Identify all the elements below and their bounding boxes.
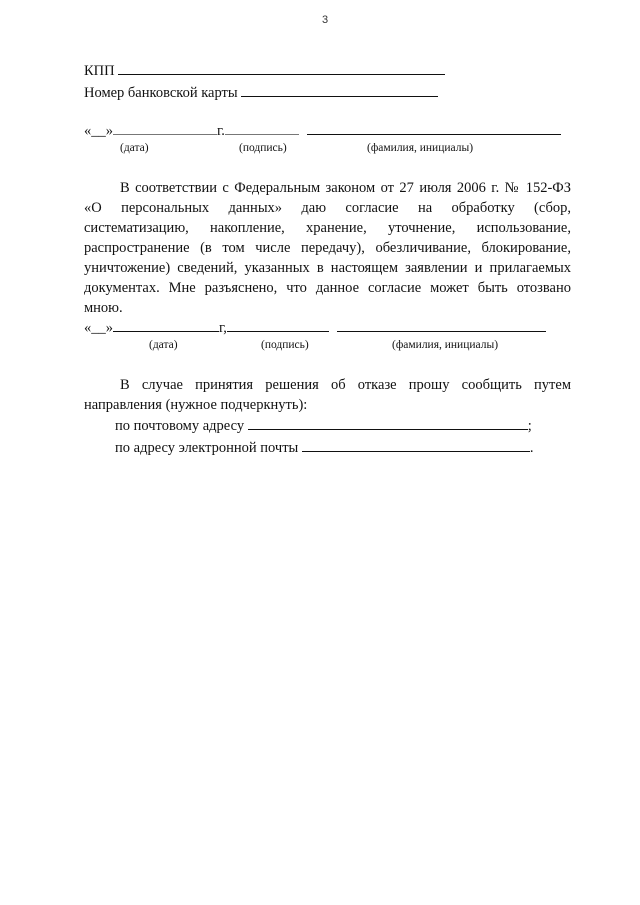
postal-label: по почтовому адресу: [115, 418, 245, 434]
date-quote-2: «__»: [84, 320, 113, 336]
date-quote-1: «__»: [84, 123, 113, 139]
date-field-1[interactable]: [113, 121, 217, 135]
consent-line: «О персональных данных» даю согласие на обработку (сбор,: [84, 200, 571, 216]
email-end: .: [529, 440, 534, 456]
page-number: 3: [322, 14, 329, 26]
consent-line: распространение (в том числе передачу), обезличивание, блокирование,: [84, 240, 571, 256]
refusal-paragraph: [84, 375, 571, 415]
kpp-label: КПП: [84, 63, 115, 79]
refusal-line: направления (нужное подчеркнуть):: [84, 397, 308, 413]
name-field-2[interactable]: [337, 318, 546, 332]
year-suffix-1: г.: [217, 123, 225, 139]
signature-row-2: [84, 318, 546, 337]
consent-line: документах. Мне разъяснено, что данное согласие может быть отозвано: [84, 280, 571, 296]
consent-paragraph: [84, 178, 571, 318]
label-signature-2: (подпись): [261, 339, 309, 351]
consent-line: уничтожение) сведений, указанных в настоящем заявлении и прилагаемых: [84, 260, 571, 276]
card-row: [84, 83, 438, 102]
email-field[interactable]: [302, 438, 530, 452]
year-suffix-2: г,: [219, 320, 227, 336]
label-name-1: (фамилия, инициалы): [367, 142, 474, 154]
email-label: по адресу электронной почты: [115, 440, 299, 456]
consent-line: мною.: [84, 300, 123, 316]
postal-end: ;: [527, 418, 532, 434]
card-number-field[interactable]: [241, 83, 438, 97]
consent-line: В соответствии с Федеральным законом от 27 июля 2006 г. № 152-ФЗ: [120, 180, 571, 196]
consent-line: систематизацию, накопление, хранение, уточнение, использование,: [84, 220, 571, 236]
kpp-field[interactable]: [118, 61, 445, 75]
card-label: Номер банковской карты: [84, 85, 238, 101]
kpp-row: [84, 61, 445, 80]
signature-field-1[interactable]: [225, 121, 299, 135]
label-date-2: (дата): [149, 339, 178, 351]
refusal-line: В случае принятия решения об отказе прошу сообщить путем: [120, 377, 571, 393]
email-row: [115, 438, 534, 457]
label-name-2: (фамилия, инициалы): [392, 339, 499, 351]
signature-field-2[interactable]: [227, 318, 329, 332]
name-field-1[interactable]: [307, 121, 561, 135]
signature-row-1: [84, 121, 561, 140]
label-date-1: (дата): [120, 142, 149, 154]
date-field-2[interactable]: [113, 318, 219, 332]
postal-address-field[interactable]: [248, 416, 528, 430]
label-signature-1: (подпись): [239, 142, 287, 154]
postal-row: [115, 416, 532, 435]
